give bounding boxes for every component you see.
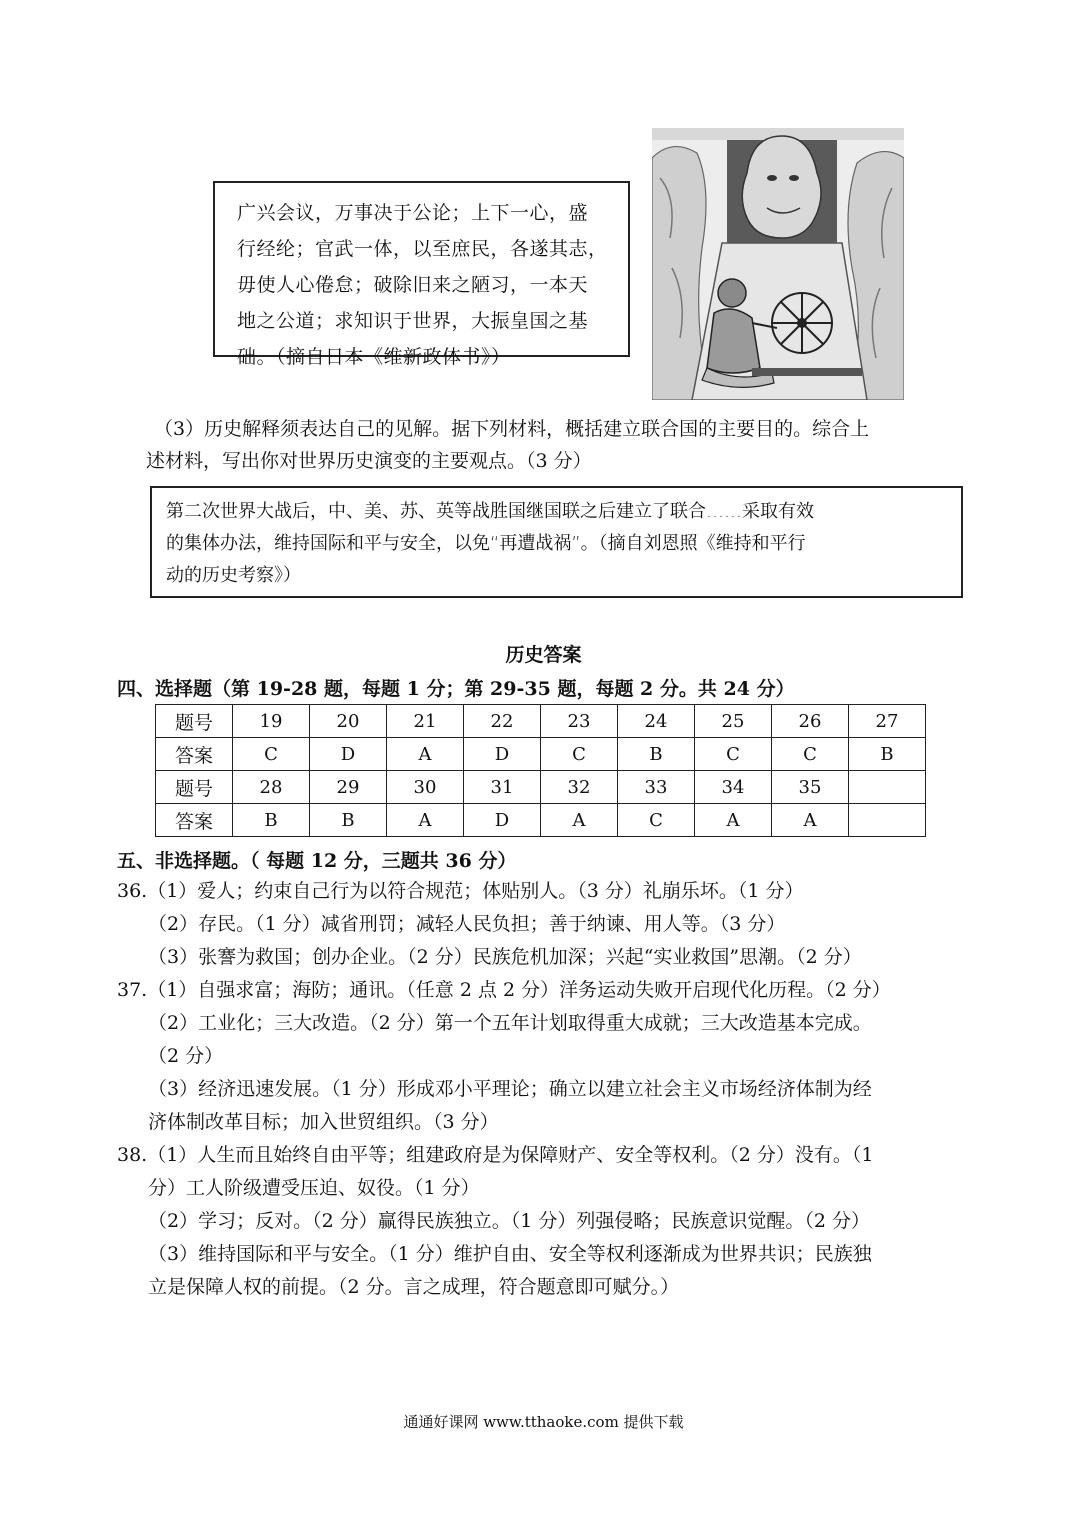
table-row [156, 771, 926, 804]
table-cell: 20 [310, 705, 387, 738]
table-cell: D [310, 738, 387, 771]
table-cell: 26 [772, 705, 849, 738]
illustration-svg [652, 128, 904, 400]
answer-line: （3）张謇为救国；创办企业。（2 分）民族危机加深；兴起“实业救国”思潮。（2 分） [148, 946, 862, 968]
quote1-line: 广兴会议，万事决于公论；上下一心，盛 [237, 202, 589, 224]
answer-table [155, 704, 926, 837]
table-cell: 31 [464, 771, 541, 804]
footer-source: 通通好课网 www.tthaoke.com 提供下载 [403, 1413, 684, 1431]
answer-line: 立是保障人权的前提。（2 分。言之成理，符合题意即可赋分。） [148, 1276, 680, 1298]
table-cell: C [695, 738, 772, 771]
table-cell: 25 [695, 705, 772, 738]
table-header-cell: 题号 [156, 705, 233, 738]
table-cell: 33 [618, 771, 695, 804]
table-cell: 19 [233, 705, 310, 738]
table-header-cell: 题号 [156, 771, 233, 804]
table-cell: B [849, 738, 926, 771]
table-cell: D [464, 738, 541, 771]
table-cell: A [695, 804, 772, 837]
answer-line: 37.（1）自强求富；海防；通讯。（任意 2 点 2 分）洋务运动失败开启现代化历程。（2 分） [117, 979, 891, 1001]
meiji-charter-quote-box [213, 181, 630, 368]
answer-line: （2）学习；反对。（2 分）赢得民族独立。（1 分）列强侵略；民族意识觉醒。（2 分） [148, 1210, 870, 1232]
table-cell: 32 [541, 771, 618, 804]
table-cell: 24 [618, 705, 695, 738]
un-quote-box [150, 486, 963, 598]
answer-line: （2）工业化；三大改造。（2 分）第一个五年计划取得重大成就；三大改造基本完成。 [148, 1012, 872, 1034]
question-3-line-1: （3）历史解释须表达自己的见解。据下列材料，概括建立联合国的主要目的。综合上 [154, 418, 870, 440]
table-cell [849, 771, 926, 804]
answer-line: （3）维持国际和平与安全。（1 分）维护自由、安全等权利逐渐成为世界共识；民族独 [148, 1243, 872, 1265]
table-cell: B [618, 738, 695, 771]
quote2-line: 动的历史考察》） [166, 565, 301, 586]
table-cell: 22 [464, 705, 541, 738]
table-cell: 21 [387, 705, 464, 738]
answer-line: 38.（1）人生而且始终自由平等；组建政府是为保障财产、安全等权利。（2 分）没有。（1 [117, 1144, 874, 1166]
table-cell: 27 [849, 705, 926, 738]
table-cell: C [541, 738, 618, 771]
gandhi-spinning-wheel-illustration [652, 128, 904, 400]
table-cell: A [772, 804, 849, 837]
table-cell: 28 [233, 771, 310, 804]
table-cell: D [464, 804, 541, 837]
answer-line: 分）工人阶级遭受压迫、奴役。（1 分） [148, 1177, 480, 1199]
answer-line: 济体制改革目标；加入世贸组织。（3 分） [148, 1111, 499, 1133]
question-3 [146, 413, 976, 477]
answer-line: （2 分） [148, 1045, 224, 1067]
table-cell: 35 [772, 771, 849, 804]
quote1-line: 毋使人心倦怠；破除旧来之陋习，一本天 [237, 274, 589, 296]
quote2-line: 第二次世界大战后，中、美、苏、英等战胜国继国联之后建立了联合……采取有效 [166, 501, 814, 522]
section-4-title: 四、选择题（第 19-28 题，每题 1 分；第 29-35 题，每题 2 分。共 24 分） [117, 678, 795, 700]
table-cell: 29 [310, 771, 387, 804]
table-row [156, 804, 926, 837]
answers-title: 历史答案 [505, 644, 582, 666]
table-cell: A [387, 738, 464, 771]
table-cell: C [772, 738, 849, 771]
question-3-line-2: 述材料，写出你对世界历史演变的主要观点。（3 分） [146, 450, 592, 472]
table-cell: B [233, 804, 310, 837]
table-cell [849, 804, 926, 837]
answer-line: 36.（1）爱人；约束自己行为以符合规范；体贴别人。（3 分）礼崩乐坏。（1 分） [117, 880, 804, 902]
table-cell: 30 [387, 771, 464, 804]
table-header-cell: 答案 [156, 804, 233, 837]
table-row [156, 738, 926, 771]
quote1-line: 础。（摘自日本《维新政体书》） [237, 346, 511, 368]
table-cell: C [233, 738, 310, 771]
table-cell: 23 [541, 705, 618, 738]
table-cell: 34 [695, 771, 772, 804]
answer-line: （2）存民。（1 分）减省刑罚；减轻人民负担；善于纳谏、用人等。（3 分） [148, 913, 786, 935]
answer-line: （3）经济迅速发展。（1 分）形成邓小平理论；确立以建立社会主义市场经济体制为经 [148, 1078, 872, 1100]
table-cell: A [541, 804, 618, 837]
table-row [156, 705, 926, 738]
table-cell: C [618, 804, 695, 837]
quote1-line: 行经纶；官武一体，以至庶民，各遂其志， [237, 238, 608, 260]
section-5-title: 五、非选择题。（ 每题 12 分，三题共 36 分） [117, 850, 517, 872]
table-cell: A [387, 804, 464, 837]
table-header-cell: 答案 [156, 738, 233, 771]
table-cell: B [310, 804, 387, 837]
quote2-line: 的集体办法，维持国际和平与安全，以免“再遭战祸”。（摘自刘恩照《维持和平行 [166, 533, 806, 554]
quote1-line: 地之公道；求知识于世界，大振皇国之基 [237, 310, 589, 332]
answer-list [117, 875, 977, 1304]
